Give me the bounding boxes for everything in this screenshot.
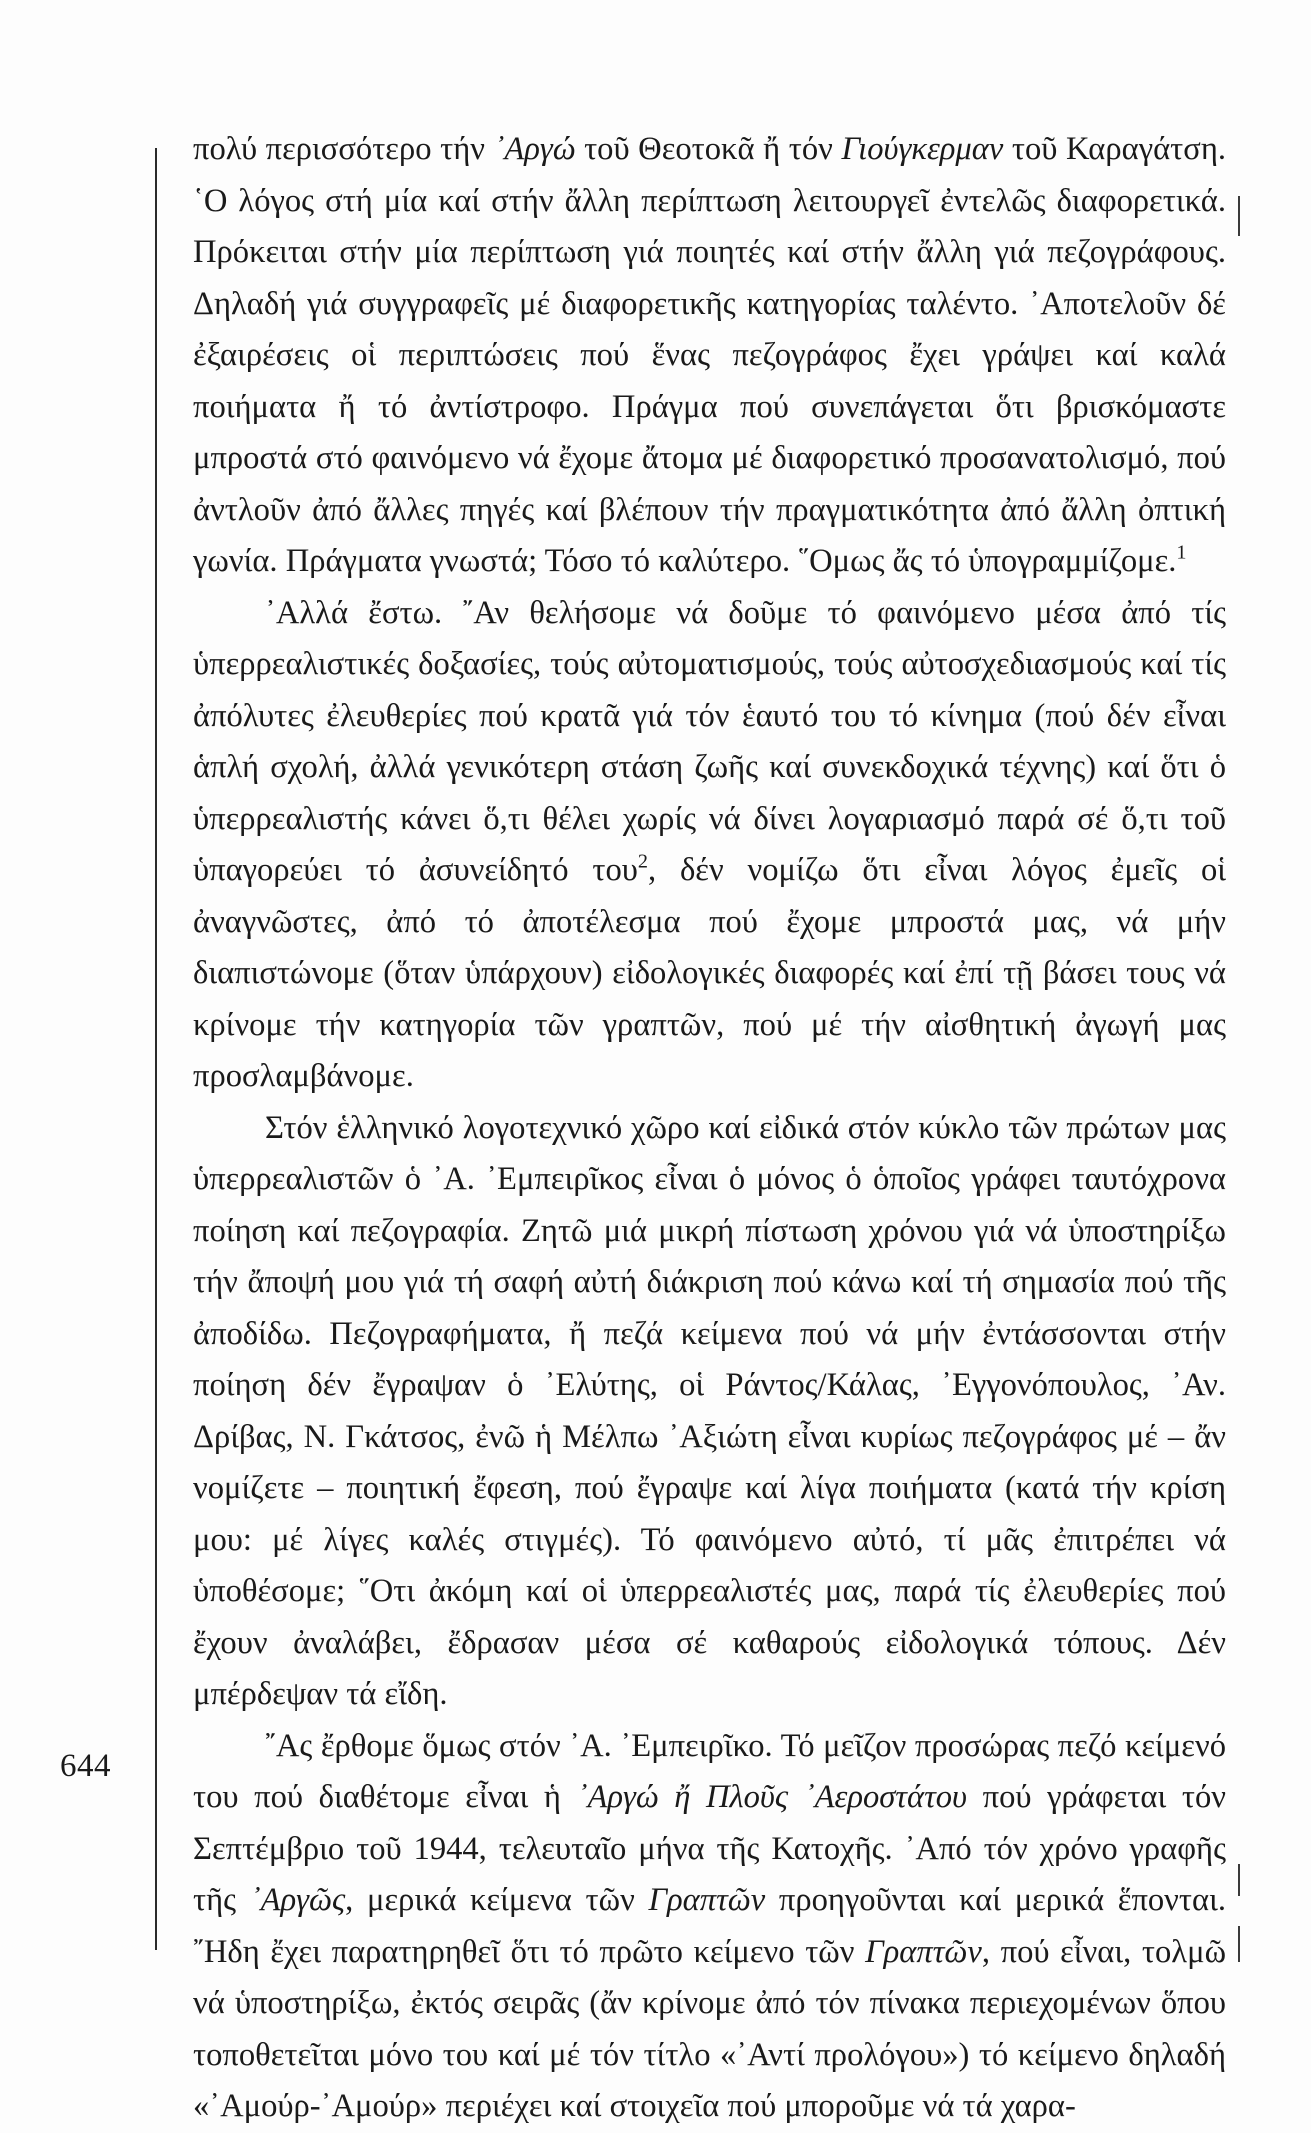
left-margin-rule (155, 148, 157, 1950)
italic-title: Γιούγκερμαν (841, 131, 1004, 167)
text-run: ῎Ας ἔρθομε ὅμως στόν ᾽Α. ᾽Εμπειρῖκο. Τό μεῖζον προσώρας πεζό κείμενό του πού διαθέτομε εἶναι ἡ (193, 1727, 1226, 1815)
text-run: , πού εἶναι, τολμῶ νά ὑποστηρίξω, ἐκτός σειρᾶς (ἄν κρίνομε ἀπό τόν πίνακα περιεχομένων ὅπου τοποθετεῖται μόνο του καί μέ τόν τίτλο «᾽Αντί προλόγου») τό κείμενο δηλαδή «᾽Αμούρ-᾽Αμούρ» περιέχει καί στοιχεῖα πού μποροῦμε νά τά χαρα- (193, 1933, 1227, 2124)
text-run: , δέν νομίζω ὅτι εἶναι λόγος ἐμεῖς οἱ ἀναγνῶστες, ἀπό τό ἀποτέλεσμα πού ἔχομε μπροστά μας, νά μήν διαπιστώνομε (ὅταν ὑπάρχουν) εἰδολογικές διαφορές καί ἐπί τῇ βάσει τους νά κρίνομε τήν κατηγορία τῶν γραπτῶν, πού μέ τήν αἰσθητική ἀγωγή μας προσλαμβάνομε. (193, 852, 1226, 1094)
italic-title: Γραπτῶν (648, 1882, 766, 1918)
italic-title: ᾽Αργώ (493, 131, 576, 167)
right-margin-mark (1238, 1864, 1240, 1896)
text-run: τοῦ Καραγάτση. ῾Ο λόγος στή μία καί στήν ἄλλη περίπτωση λειτουργεῖ ἐντελῶς διαφορετικά. Πρόκειται στήν μία περίπτωση γιά ποιητές καί στήν ἄλλη γιά πεζογράφους. Δηλαδή γιά συγγραφεῖς μέ διαφορετικῆς κατηγορίας ταλέντο. ᾽Αποτελοῦν δέ ἐξαιρέσεις οἱ περιπτώσεις πού ἕνας πεζογράφος ἔχει γράψει καί καλά ποιήματα ἤ τό ἀντίστροφο. Πράγμα πού συνεπάγεται ὅτι βρισκόμαστε μπροστά στό φαινόμενο νά ἔχομε ἄτομα μέ διαφορετικό προσανατολισμό, πού ἀντλοῦν ἀπό ἄλλες πηγές καί βλέπουν τήν πραγματικότητα ἀπό ἄλλη ὀπτική γωνία. Πράγματα γνωστά; Τόσο τό καλύτερο. ῞Ομως ἄς τό ὑπογραμμίζομε. (193, 131, 1227, 579)
text-run: ᾽Αλλά ἔστω. ῎Αν θελήσομε νά δοῦμε τό φαινόμενο μέσα ἀπό τίς ὑπερρεαλιστικές δοξασίες, τούς αὐτοματισμούς, τούς αὐτοσχεδιασμούς καί τίς ἀπόλυτες ἐλευθερίες πού κρατᾶ γιά τόν ἑαυτό του τό κίνημα (πού δέν εἶναι ἁπλή σχολή, ἀλλά γενικότερη στάση ζωῆς καί συνεκδοχικά τέχνης) καί ὅτι ὁ ὑπερρεαλιστής κάνει ὅ,τι θέλει χωρίς νά δίνει λογαριασμό παρά σέ ὅ,τι τοῦ ὑπαγορεύει τό ἀσυνείδητό του (193, 594, 1226, 888)
text-run: προηγοῦνται καί μερικά ἕπονται. ῎Ηδη ἔχει παρατηρηθεῖ ὅτι τό πρῶτο κείμενο τῶν (193, 1882, 1226, 1970)
italic-title: ᾽Αργώ ἤ Πλοῦς ᾽Αεροστάτου (576, 1779, 967, 1815)
footnote-marker: 2 (637, 850, 648, 873)
text-run: , μερικά κείμενα τῶν (345, 1882, 649, 1918)
italic-title: ᾽Αργῶς (249, 1882, 346, 1918)
italic-title: Γραπτῶν (865, 1933, 982, 1970)
paragraph (193, 1721, 1226, 2133)
text-run: πού γράφεται τόν Σεπτέμβριο τοῦ 1944, τελευταῖο μήνα τῆς Κατοχῆς. ᾽Από τόν χρόνο γραφῆς τῆς (193, 1779, 1227, 1918)
text-run: Στόν ἑλληνικό λογοτεχνικό χῶρο καί εἰδικά στόν κύκλο τῶν πρώτων μας ὑπερρεαλιστῶν ὁ ᾽Α. ᾽Εμπειρῖκος εἶναι ὁ μόνος ὁ ὁποῖος γράφει ταυτόχρονα ποίηση καί πεζογραφία. Ζητῶ μιά μικρή πίστωση χρόνου γιά νά ὑποστηρίξω τήν ἄποψή μου γιά τή σαφή αὐτή διάκριση πού κάνω καί τή σημασία πού τῆς ἀποδίδω. Πεζογραφήματα, ἤ πεζά κείμενα πού νά μήν ἐντάσσονται στήν ποίηση δέν ἔγραψαν ὁ ᾽Ελύτης, οἱ Ράντος/Κάλας, ᾽Εγγονόπουλος, ᾽Αν. Δρίβας, Ν. Γκάτσος, ἐνῶ ἡ Μέλπω ᾽Αξιώτη εἶναι κυρίως πεζογράφος μέ – ἄν νομίζετε – ποιητική ἔφεση, πού ἔγραψε καί λίγα ποιήματα (κατά τήν κρίση μου: μέ λίγες καλές στιγμές). Τό φαινόμενο αὐτό, τί μᾶς ἐπιτρέπει νά ὑποθέσομε; ῞Οτι ἀκόμη καί οἱ ὑπερρεαλιστές μας, παρά τίς ἐλευθερίες πού ἔχουν ἀναλάβει, ἔδρασαν μέσα σέ καθαρούς εἰδολογικά τόπους. Δέν μπέρδεψαν τά εἴδη. (193, 1109, 1226, 1712)
body-text (193, 124, 1226, 2133)
footnote-marker: 1 (1176, 541, 1187, 564)
right-margin-mark (1238, 196, 1240, 236)
page-number: 644 (60, 1748, 111, 1784)
paragraph (193, 1103, 1226, 1721)
paragraph (193, 588, 1226, 1103)
right-margin-mark (1238, 1926, 1240, 1962)
text-run: τοῦ Θεοτοκᾶ ἤ τόν (575, 131, 842, 167)
paragraph (193, 124, 1226, 588)
text-run: πολύ περισσότερο τήν (193, 131, 494, 167)
